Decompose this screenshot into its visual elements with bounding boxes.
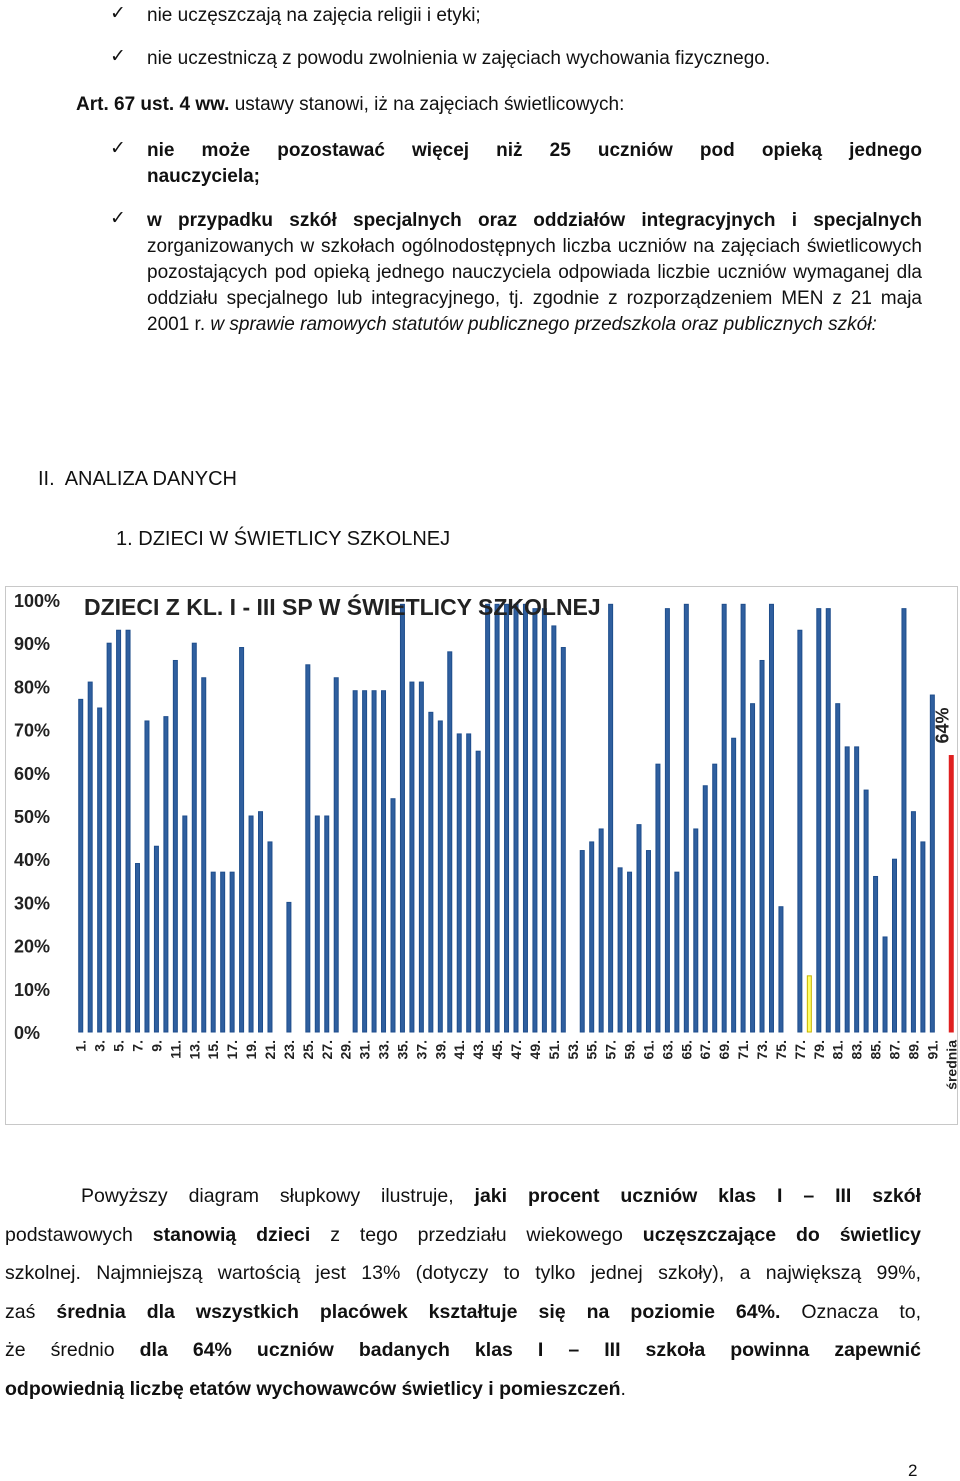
x-tick-label: 85.: [867, 1040, 884, 1060]
bar: [656, 764, 660, 1032]
bar: [542, 609, 546, 1032]
x-tick-label: 69.: [716, 1040, 733, 1060]
y-tick-label: 0%: [14, 1023, 41, 1043]
x-tick-label: 57.: [602, 1040, 619, 1060]
check-icon: ✓: [110, 137, 126, 159]
x-tick-label: 47.: [508, 1040, 524, 1060]
bar: [259, 812, 263, 1032]
chart-canvas: [6, 587, 960, 1124]
x-tick-label: 39.: [432, 1040, 449, 1060]
x-tick-label: 15.: [205, 1040, 222, 1060]
bar: [192, 643, 196, 1032]
bar: [164, 717, 168, 1032]
bar: [410, 682, 414, 1032]
bar: [732, 738, 736, 1032]
bar: [230, 872, 234, 1032]
bar: [145, 721, 149, 1032]
x-tick-label: 1.: [72, 1040, 89, 1052]
bar: [552, 626, 556, 1032]
x-tick-label: 37.: [413, 1040, 430, 1060]
bar: [637, 825, 641, 1032]
average-data-label: 64%: [932, 707, 953, 744]
y-tick-label: 90%: [14, 634, 51, 655]
x-tick-label: 25.: [299, 1040, 316, 1060]
x-tick-label: 79.: [810, 1040, 827, 1060]
x-tick-label: 43.: [470, 1040, 487, 1060]
bar: [722, 604, 726, 1032]
bar: [580, 851, 584, 1032]
check-icon: ✓: [110, 45, 126, 67]
x-tick-label: 33.: [375, 1040, 392, 1060]
bar: [921, 842, 925, 1032]
bar: [751, 704, 755, 1032]
bar: [760, 660, 764, 1032]
rule-special-schools: w przypadku szkół specjalnych oraz oddziałów integracyjnych i specjalnych zorganizowanych w szkołach ogólnodostępnych liczba uczniów na zajęciach świetlicowych pozostających pod opieką jednego nauczyciela odpowiada liczbie uczniów wymaganej dla oddziału specjalnego lub integracyjnego, tj. zgodnie z rozporządzeniem MEN z 21 maja 2001 r. w sprawie ramowych statutów publicznego przedszkola oraz publicznych szkół:: [147, 210, 922, 335]
bar: [79, 699, 83, 1032]
x-tick-label: 87.: [886, 1040, 903, 1060]
bar: [419, 682, 423, 1032]
x-tick-label: 81.: [829, 1040, 846, 1060]
x-tick-label: 19.: [243, 1040, 260, 1060]
bar: [136, 864, 140, 1032]
x-tick-label: 75.: [772, 1040, 789, 1060]
analysis-paragraph: Powyższy diagram słupkowy ilustruje, jaki procent uczniów klas I – III szkół podstawowych stanowią dzieci z tego przedziału wiekowego uczęszczające do świetlicy szkolnej. Najmniejszą wartością jest 13% (dotyczy to tylko jednej szkoły), a największą 99%, zaś średnia dla wszystkich placówek kształtuje się na poziomie 64%. Oznacza to, że średnio dla 64% uczniów badanych klas I – III szkoła powinna zapewnić odpowiednią liczbę etatów wychowawców świetlicy i pomieszczeń.: [5, 1185, 922, 1400]
x-tick-label: 67.: [697, 1040, 714, 1060]
y-tick-label: 40%: [14, 850, 51, 871]
bar: [325, 816, 329, 1032]
bar: [675, 872, 679, 1032]
bar: [684, 604, 688, 1032]
x-tick-label: 9.: [148, 1040, 165, 1052]
bar: [911, 812, 915, 1032]
bar: [495, 604, 499, 1032]
y-tick-label: 60%: [14, 763, 51, 784]
bar: [211, 872, 215, 1032]
x-tick-label: 65.: [678, 1040, 695, 1060]
average-bar: [949, 756, 953, 1032]
x-tick-label: 17.: [224, 1040, 241, 1060]
bar: [363, 691, 367, 1032]
bar-chart: [5, 586, 958, 1125]
x-tick-label: 73.: [754, 1040, 771, 1060]
bar: [798, 630, 802, 1032]
y-tick-label: 80%: [14, 677, 51, 698]
bar: [457, 734, 461, 1032]
y-tick-label: 50%: [14, 807, 51, 827]
bar: [249, 816, 253, 1032]
bar: [769, 604, 773, 1032]
y-tick-label: 30%: [14, 893, 51, 914]
page-number: 2: [908, 1461, 918, 1480]
bar: [287, 902, 291, 1032]
bar: [694, 829, 698, 1032]
bar: [533, 609, 537, 1032]
bar: [107, 643, 111, 1032]
bar: [505, 604, 509, 1032]
bar: [523, 604, 527, 1032]
bar: [892, 859, 896, 1032]
x-tick-label: 5.: [110, 1040, 127, 1052]
bar: [400, 604, 404, 1032]
bar: [240, 648, 244, 1032]
x-tick-label: 3.: [91, 1040, 108, 1052]
bar: [864, 790, 868, 1032]
x-tick-label: 91.: [924, 1040, 941, 1060]
bar: [173, 660, 177, 1032]
x-tick-label: 83.: [848, 1040, 865, 1060]
bar: [486, 604, 490, 1032]
bar: [476, 751, 480, 1032]
bar: [221, 872, 225, 1032]
bar: [268, 842, 272, 1032]
bar: [117, 630, 121, 1032]
x-tick-label: 77.: [791, 1040, 808, 1060]
bar: [514, 604, 518, 1032]
x-tick-label: 89.: [905, 1040, 922, 1060]
bar: [429, 712, 433, 1032]
bar: [807, 976, 811, 1032]
subsection-heading: 1. DZIECI W ŚWIETLICY SZKOLNEJ: [116, 528, 451, 550]
x-tick-label: 21.: [261, 1040, 278, 1060]
bar: [855, 747, 859, 1032]
bar: [334, 678, 338, 1032]
x-tick-label: 55.: [583, 1040, 600, 1060]
bar: [306, 665, 310, 1032]
bar: [883, 937, 887, 1032]
x-tick-label: 51.: [545, 1040, 562, 1060]
bar: [902, 609, 906, 1032]
bar: [315, 816, 319, 1032]
bar: [88, 682, 92, 1032]
bar: [382, 691, 386, 1032]
bar: [154, 846, 158, 1032]
x-tick-label: 29.: [337, 1040, 354, 1060]
x-tick-label: 53.: [564, 1040, 581, 1060]
bar: [845, 747, 849, 1032]
check-icon: ✓: [110, 207, 126, 229]
bar: [183, 816, 187, 1032]
list-item-religion: nie uczęszczają na zajęcia religii i etyki;: [147, 5, 481, 26]
bar: [741, 604, 745, 1032]
bar: [372, 691, 376, 1032]
rule-max-students: nie może pozostawać więcej niż 25 uczniów pod opieką jednego nauczyciela;: [147, 140, 922, 187]
bar: [646, 851, 650, 1032]
bar: [561, 648, 565, 1032]
x-tick-label: 35.: [394, 1040, 411, 1060]
x-tick-label: 13.: [186, 1040, 203, 1060]
bar: [126, 630, 130, 1032]
bar: [438, 721, 442, 1032]
bar: [779, 907, 783, 1032]
chart-title: DZIECI Z KL. I - III SP W ŚWIETLICY SZKOLNEJ: [84, 594, 601, 620]
check-icon: ✓: [110, 2, 126, 24]
bar: [391, 799, 395, 1032]
bar: [874, 876, 878, 1032]
x-tick-label: 11.: [167, 1040, 184, 1059]
bar: [817, 609, 821, 1032]
bar: [703, 786, 707, 1032]
x-tick-label: 41.: [451, 1040, 468, 1060]
x-tick-label: 7.: [129, 1040, 146, 1052]
bar: [609, 604, 613, 1032]
bar: [98, 708, 102, 1032]
list-item-pe: nie uczestniczą z powodu zwolnienia w zajęciach wychowania fizycznego.: [147, 48, 771, 69]
x-tick-label: 61.: [640, 1040, 657, 1060]
bar: [353, 691, 357, 1032]
art-paragraph: Art. 67 ust. 4 ww. ustawy stanowi, iż na zajęciach świetlicowych:: [76, 94, 625, 115]
section-heading: II. ANALIZA DANYCH: [38, 468, 237, 490]
bar: [930, 695, 934, 1032]
bar: [836, 704, 840, 1032]
bar: [618, 868, 622, 1032]
x-tick-label: 31.: [356, 1040, 373, 1060]
bar: [599, 829, 603, 1032]
bar: [448, 652, 452, 1032]
x-tick-label: 23.: [280, 1040, 297, 1060]
bar: [467, 734, 471, 1032]
y-tick-label: 100%: [14, 591, 61, 611]
bar: [713, 764, 717, 1032]
bar: [202, 678, 206, 1032]
x-tick-label: 27.: [318, 1040, 335, 1060]
x-tick-label: średnia: [943, 1040, 960, 1090]
x-tick-label: 63.: [659, 1040, 676, 1060]
y-tick-label: 10%: [14, 979, 51, 1000]
bar: [590, 842, 594, 1032]
x-tick-label: 71.: [735, 1040, 752, 1060]
x-tick-label: 45.: [489, 1040, 506, 1060]
y-tick-label: 70%: [14, 720, 51, 741]
bar: [665, 609, 669, 1032]
bar: [628, 872, 632, 1032]
bar: [826, 609, 830, 1032]
x-tick-label: 49.: [526, 1040, 543, 1060]
y-tick-label: 20%: [14, 936, 51, 957]
x-tick-label: 59.: [621, 1040, 638, 1060]
